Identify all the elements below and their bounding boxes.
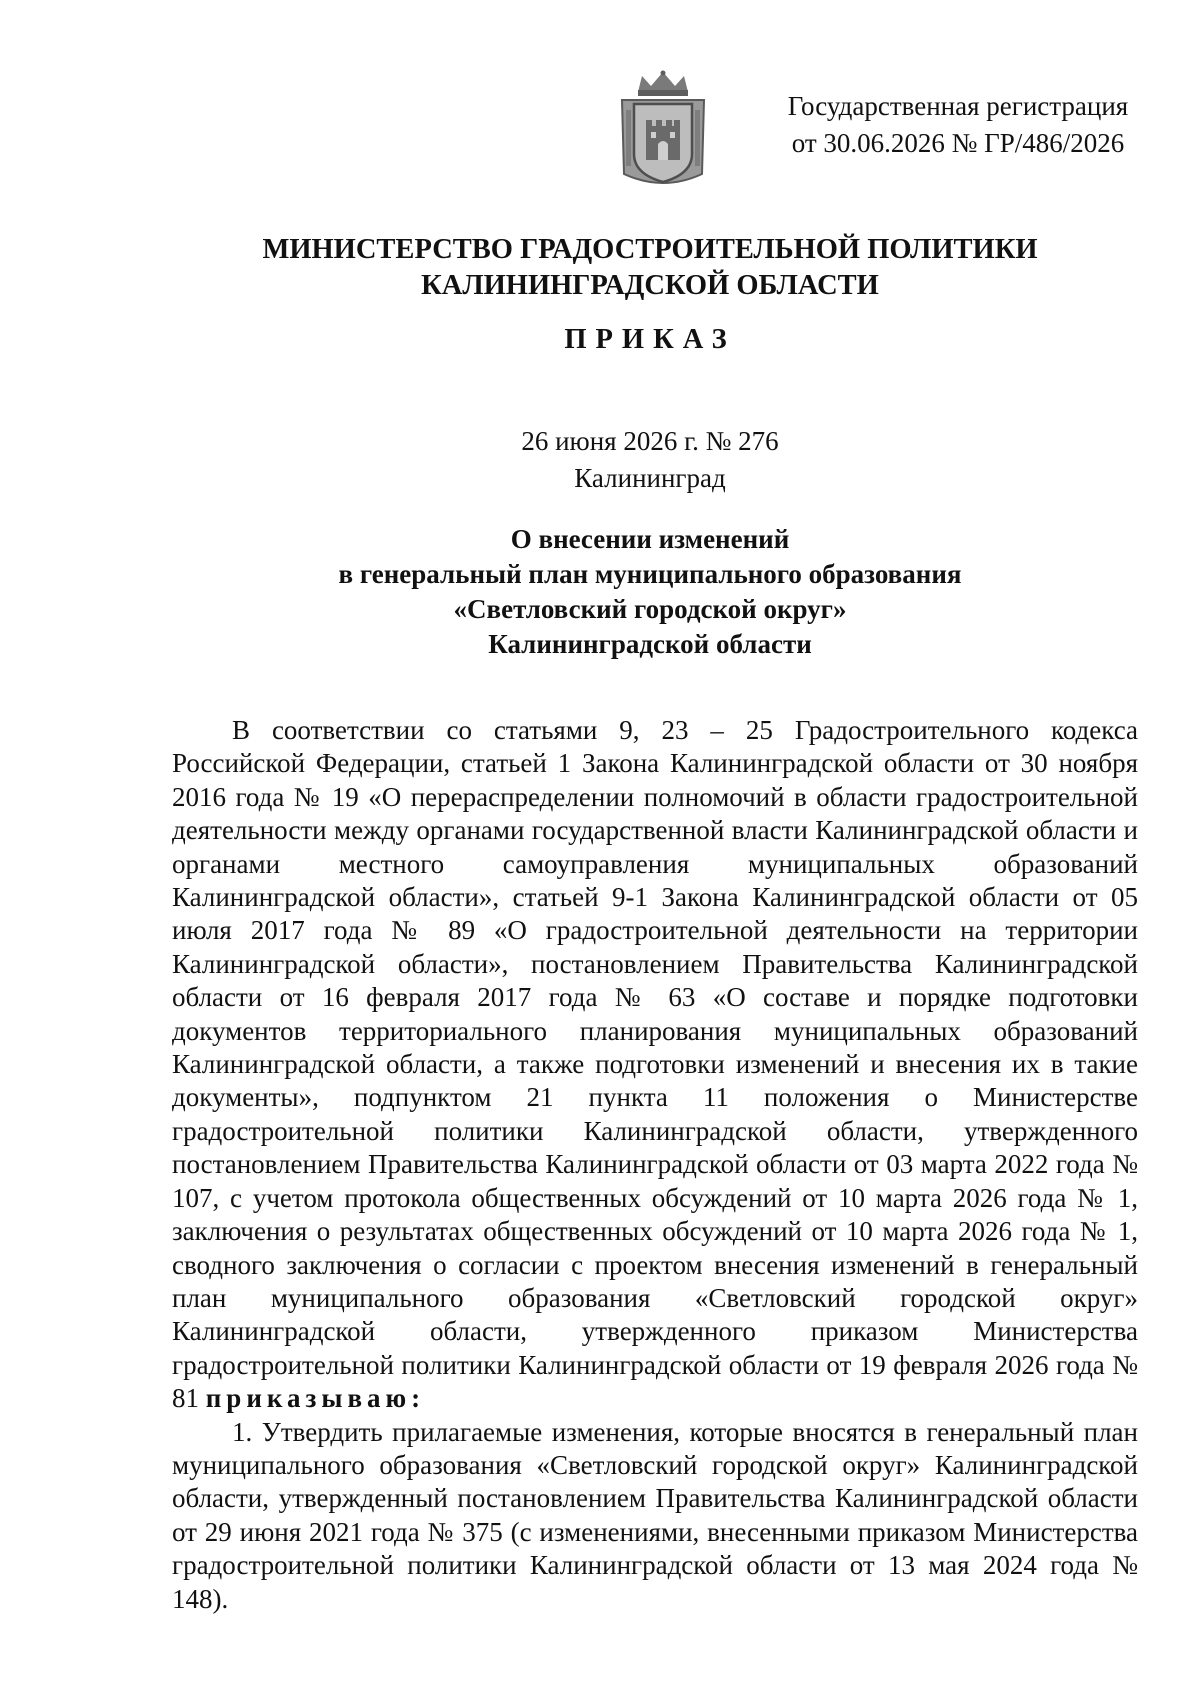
ministry-region: КАЛИНИНГРАДСКОЙ ОБЛАСТИ <box>421 270 879 301</box>
subject-line-3: «Светловский городской округ» <box>453 594 847 624</box>
order-city: Калининград <box>574 463 726 493</box>
order-date-block <box>130 423 1170 497</box>
subject-line-2: в генеральный план муниципального образования <box>338 559 962 589</box>
registration-label: Государственная регистрация <box>787 91 1129 121</box>
ministry-name: МИНИСТЕРСТВО ГРАДОСТРОИТЕЛЬНОЙ ПОЛИТИКИ <box>262 234 1038 265</box>
order-date-number: 26 июня 2026 г. № 276 <box>521 426 779 456</box>
item-1-paragraph: 1. Утвердить прилагаемые изменения, которые вносятся в генеральный план муниципального образования «Светловский городской округ» Калининградской области, утвержденный постановлением Правительства Калининградской области от 29 июня 2021 года № 375 (с изменениями, внесенными приказом Министерства градостроительной политики Калининградской области от 13 мая 2024 года № 148). <box>172 1416 1138 1614</box>
order-subject-heading <box>130 522 1170 662</box>
state-registration-stamp <box>778 88 1138 162</box>
coat-of-arms-icon <box>618 70 708 188</box>
order-word: приказываю: <box>205 1383 426 1414</box>
issuing-authority <box>130 232 1170 304</box>
preamble-text: В соответствии со статьями 9, 23 – 25 Градостроительного кодекса Российской Федерации, статьей 1 Закона Калининградской области от 30 ноября 2016 года № 19 «О перераспределении полномочий в области градостроительной деятельности между органами государственной власти Калининградской области и органами местного самоуправления муниципальных образований Калининградской области», статьей 9-1 Закона Калининградской области от 05 июля 2017 года № 89 «О градостроительной деятельности на территории Калининградской области», постановлением Правительства Калининградской области от 16 февраля 2017 года № 63 «О составе и порядке подготовки документов территориального планирования муниципальных образований Калининградской области, а также подготовки изменений и внесения их в такие документы», подпунктом 21 пункта 11 положения о Министерстве градостроительной политики Калининградской области, утвержденного постановлением Правительства Калининградской области от 03 марта 2022 года № 107, с учетом протокола общественных обсуждений от 10 марта 2026 года № 1, заключения о результатах общественных обсуждений от 10 марта 2026 года № 1, сводного заключения о согласии с проектом внесения изменений в генеральный план муниципального образования «Светловский городской округ» Калининградской области, утвержденного приказом Министерства градостроительной политики Калининградской области от 19 февраля 2026 года № 81 <box>172 715 1138 1414</box>
subject-line-1: О внесении изменений <box>510 524 790 554</box>
preamble-paragraph <box>172 714 1138 1416</box>
document-type-title: ПРИКАЗ <box>564 324 736 355</box>
registration-number: от 30.06.2026 № ГР/486/2026 <box>791 128 1125 158</box>
order-body <box>172 714 1138 1616</box>
subject-line-4: Калининградской области <box>488 629 812 659</box>
